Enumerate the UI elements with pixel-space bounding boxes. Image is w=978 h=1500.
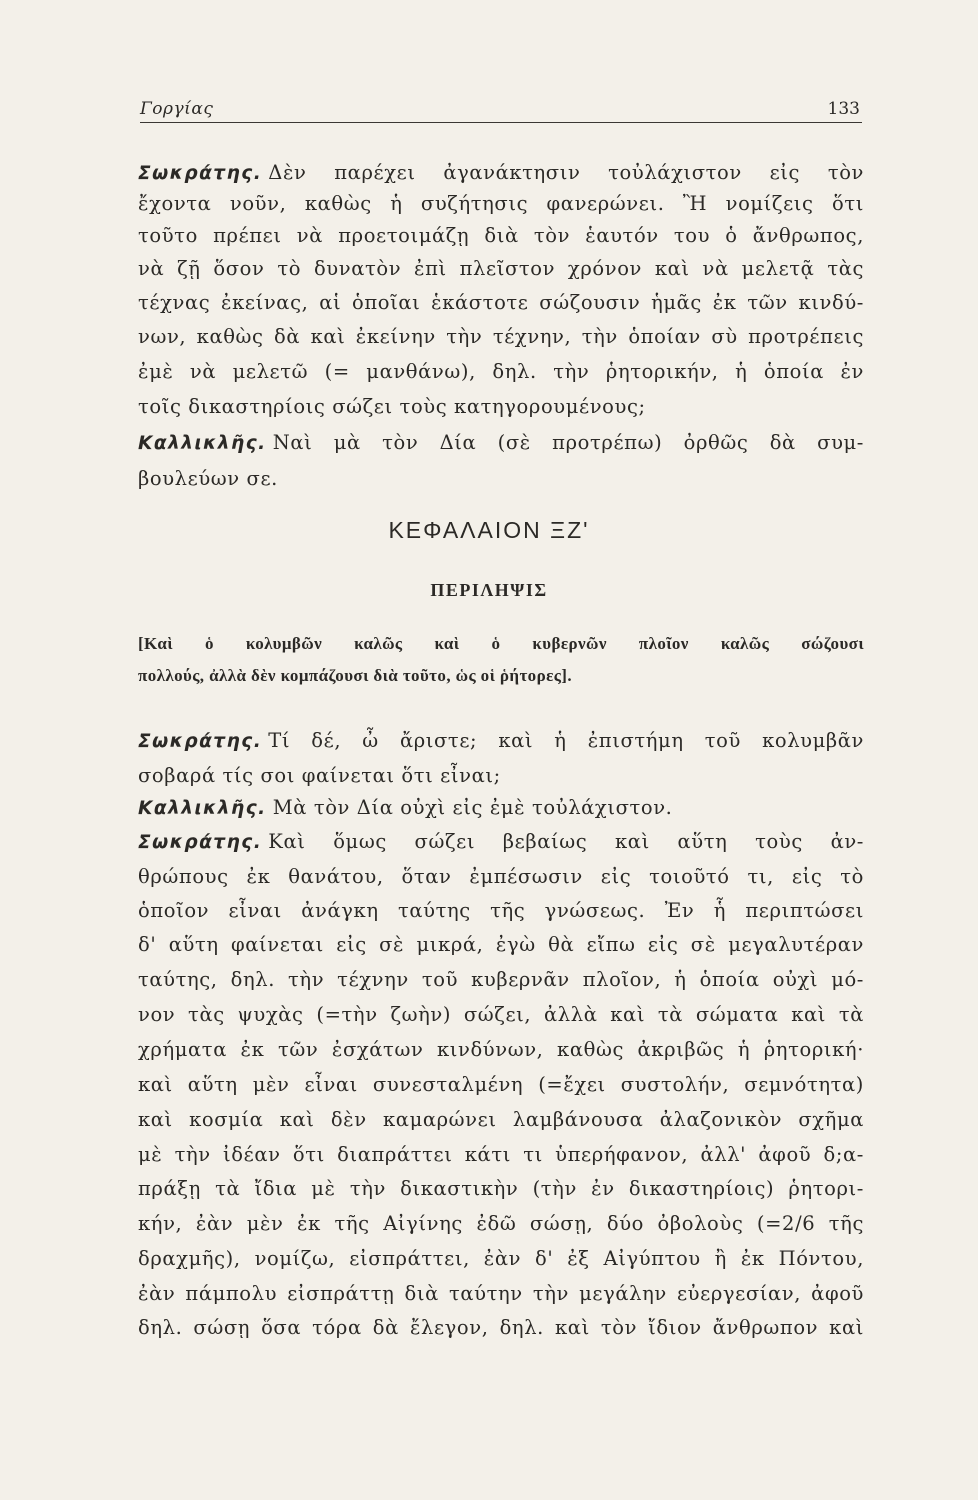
speaker-label: Σωκράτης.: [138, 731, 263, 752]
running-title: Γοργίας: [140, 99, 214, 119]
text-line: νὰ ζῇ ὅσον τὸ δυνατὸν ἐπὶ πλεῖστον χρόνον καὶ νὰ μελετᾷ τὰς: [138, 257, 864, 280]
page-header: [140, 98, 862, 123]
text-line: ἐμὲ νὰ μελετῶ (= μανθάνω), δηλ. τὴν ῥητορικήν, ἡ ὁποία ἐν: [138, 360, 864, 383]
text-line: σοβαρά τίς σοι φαίνεται ὅτι εἶναι;: [138, 764, 501, 787]
text-line: κήν, ἐὰν μὲν ἐκ τῆς Αἰγίνης ἐδῶ σώσῃ, δύο ὀβολοὺς (=2/6 τῆς: [138, 1212, 864, 1235]
text-line: δραχμῆς), νομίζω, εἰσπράττει, ἐὰν δ' ἐξ Αἰγύπτου ἢ ἐκ Πόντου,: [138, 1247, 864, 1270]
summary-title: ΠΕΡΙΛΗΨΙΣ: [430, 580, 548, 600]
text-line: Σωκράτης. Καὶ ὅμως σώζει βεβαίως καὶ αὕτη τοὺς ἀν-: [138, 830, 864, 853]
text-line: δ' αὕτη φαίνεται εἰς σὲ μικρά, ἐγὼ θὰ εἴπω εἰς σὲ μεγαλυτέραν: [138, 933, 864, 956]
chapter-title: ΚΕΦΑΛΑΙΟΝ ΞΖ': [388, 517, 590, 543]
text-line: καὶ κοσμία καὶ δὲν καμαρώνει λαμβάνουσα ἀλαζονικὸν σχῆμα: [138, 1108, 864, 1131]
text-line: ταύτης, δηλ. τὴν τέχνην τοῦ κυβερνᾶν πλοῖον, ἡ ὁποία οὐχὶ μό-: [138, 968, 864, 991]
text-line: βουλεύων σε.: [138, 467, 278, 490]
text-line: νον τὰς ψυχὰς (=τὴν ζωὴν) σώζει, ἀλλὰ καὶ τὰ σώματα καὶ τὰ: [138, 1003, 864, 1026]
text-line: μὲ τὴν ἰδέαν ὅτι διαπράττει κάτι τι ὑπερήφανον, ἀλλ' ἀφοῦ δ;α-: [138, 1143, 864, 1166]
text-line: θρώπους ἐκ θανάτου, ὅταν ἐμπέσωσιν εἰς τοιοῦτό τι, εἰς τὸ: [138, 865, 864, 888]
text-line: Καλλικλῆς. Ναὶ μὰ τὸν Δία (σὲ προτρέπω) ὀρθῶς δὰ συμ-: [138, 431, 864, 454]
text-line: πράξῃ τὰ ἴδια μὲ τὴν δικαστικὴν (τὴν ἐν δικαστηρίοις) ῥητορι-: [138, 1177, 864, 1200]
text-line: καὶ αὕτη μὲν εἶναι συνεσταλμένη (=ἔχει συστολήν, σεμνότητα): [138, 1073, 864, 1096]
text-line: ἔχοντα νοῦν, καθὼς ἡ συζήτησις φανερώνει. Ἢ νομίζεις ὅτι: [138, 192, 864, 215]
text-line: ἐὰν πάμπολυ εἰσπράττῃ διὰ ταύτην τὴν μεγάλην εὐεργεσίαν, ἀφοῦ: [138, 1282, 864, 1305]
page-number: 133: [827, 99, 860, 119]
text-line: τέχνας ἐκείνας, αἱ ὁποῖαι ἑκάστοτε σώζουσιν ἡμᾶς ἐκ τῶν κινδύ-: [138, 291, 864, 314]
summary-line: πολλούς, ἀλλὰ δὲν κομπάζουσι διὰ τοῦτο, ὡς οἱ ῥήτορες].: [138, 666, 573, 685]
speaker-label: Σωκράτης.: [138, 163, 263, 184]
text-line: Καλλικλῆς. Μὰ τὸν Δία οὐχὶ εἰς ἐμὲ τοὐλάχιστον.: [138, 796, 673, 819]
text-line: τοῖς δικαστηρίοις σώζει τοὺς κατηγορουμένους;: [138, 395, 646, 418]
speaker-label: Καλλικλῆς.: [138, 433, 267, 454]
summary-line: [Καὶ ὁ κολυμβῶν καλῶς καὶ ὁ κυβερνῶν πλοῖον καλῶς σώζουσι: [138, 634, 864, 653]
text-line: ὁποῖον εἶναι ἀνάγκη ταύτης τῆς γνώσεως. Ἐν ἧ περιπτώσει: [138, 899, 864, 922]
text-line: Σωκράτης. Δὲν παρέχει ἀγανάκτησιν τοὐλάχιστον εἰς τὸν: [138, 161, 864, 184]
text-line: δηλ. σώσῃ ὅσα τόρα δὰ ἔλεγον, δηλ. καὶ τὸν ἴδιον ἄνθρωπον καὶ: [138, 1316, 864, 1339]
speaker-label: Καλλικλῆς.: [138, 798, 267, 819]
text-line: νων, καθὼς δὰ καὶ ἐκείνην τὴν τέχνην, τὴν ὁποίαν σὺ προτρέπεις: [138, 325, 864, 348]
text-line: χρήματα ἐκ τῶν ἐσχάτων κινδύνων, καθὼς ἀκριβῶς ἡ ῥητορική·: [138, 1038, 864, 1061]
text-line: τοῦτο πρέπει νὰ προετοιμάζῃ διὰ τὸν ἑαυτόν του ὁ ἄνθρωπος,: [138, 224, 864, 247]
text-line: Σωκράτης. Τί δέ, ὦ ἄριστε; καὶ ἡ ἐπιστήμη τοῦ κολυμβᾶν: [138, 729, 864, 752]
speaker-label: Σωκράτης.: [138, 832, 263, 853]
